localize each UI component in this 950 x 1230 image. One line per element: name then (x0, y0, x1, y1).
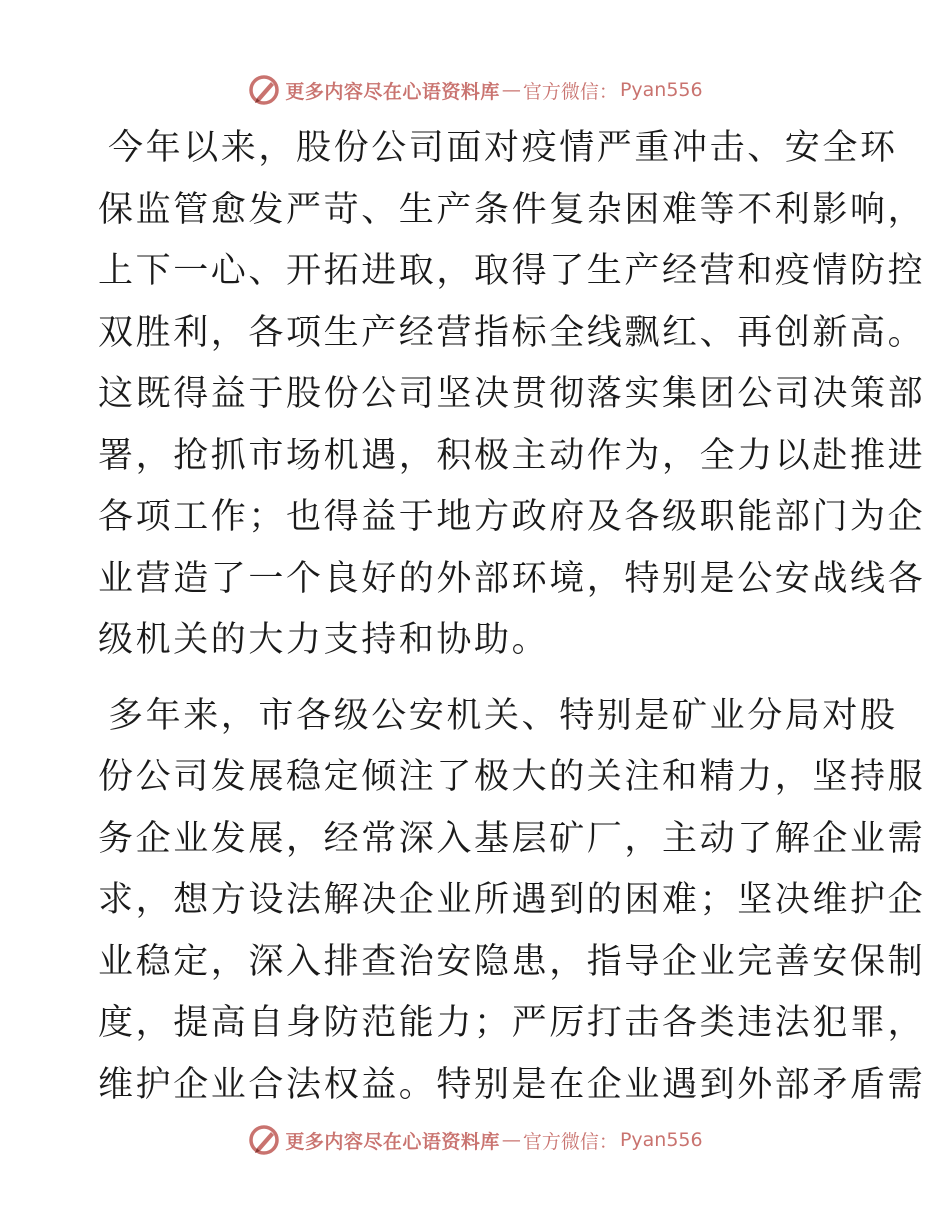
text-line: 这既得益于股份公司坚决贯彻落实集团公司决策部 (98, 374, 926, 414)
text-line: 署，抢抓市场机遇，积极主动作为，全力以赴推进 (98, 435, 926, 476)
text-line: 务企业发展，经常深入基层矿厂，主动了解企业需 (98, 818, 926, 859)
banner-wechat-label: 官方微信： (522, 80, 618, 103)
text-line: 多年来，市各级公安机关、特别是矿业分局对股 (108, 695, 898, 736)
document-body (98, 118, 926, 1116)
text-line: 度，提高自身防范能力；严厉打击各类违法犯罪， (98, 1003, 926, 1043)
pen-logo-icon (247, 73, 281, 107)
text-line: 业稳定，深入排查治安隐患，指导企业完善安保制 (98, 941, 926, 982)
text-line: 级机关的大力支持和协助。 (98, 620, 550, 660)
pen-logo-icon (247, 1123, 281, 1157)
text-line: 各项工作；也得益于地方政府及各级职能部门为企 (98, 497, 926, 537)
banner-separator: — (501, 79, 521, 101)
text-line: 保监管愈发严苛、生产条件复杂困难等不利影响， (98, 189, 926, 230)
text-line: 今年以来，股份公司面对疫情严重冲击、安全环 (108, 128, 898, 168)
banner-separator: — (501, 1129, 521, 1151)
text-line: 上下一心、开拓进取，取得了生产经营和疫情防控 (98, 251, 926, 291)
banner-brand-text: 更多内容尽在心语资料库 (285, 80, 500, 103)
text-line: 份公司发展稳定倾注了极大的关注和精力，坚持服 (98, 757, 926, 797)
footer-watermark-banner (0, 1122, 950, 1158)
banner-wechat-id: Pyan556 (619, 1129, 703, 1151)
header-watermark-banner (0, 72, 950, 108)
banner-brand-text: 更多内容尽在心语资料库 (285, 1130, 500, 1153)
banner-wechat-id: Pyan556 (619, 79, 703, 101)
text-line: 求，想方设法解决企业所遇到的困难；坚决维护企 (98, 880, 926, 920)
text-line: 维护企业合法权益。特别是在企业遇到外部矛盾需 (98, 1064, 926, 1105)
text-line: 双胜利，各项生产经营指标全线飘红、再创新高。 (98, 312, 926, 353)
paragraph-2 (98, 686, 926, 1117)
banner-wechat-label: 官方微信： (522, 1130, 618, 1153)
text-line: 业营造了一个良好的外部环境，特别是公安战线各 (98, 558, 926, 599)
paragraph-1 (98, 118, 926, 672)
